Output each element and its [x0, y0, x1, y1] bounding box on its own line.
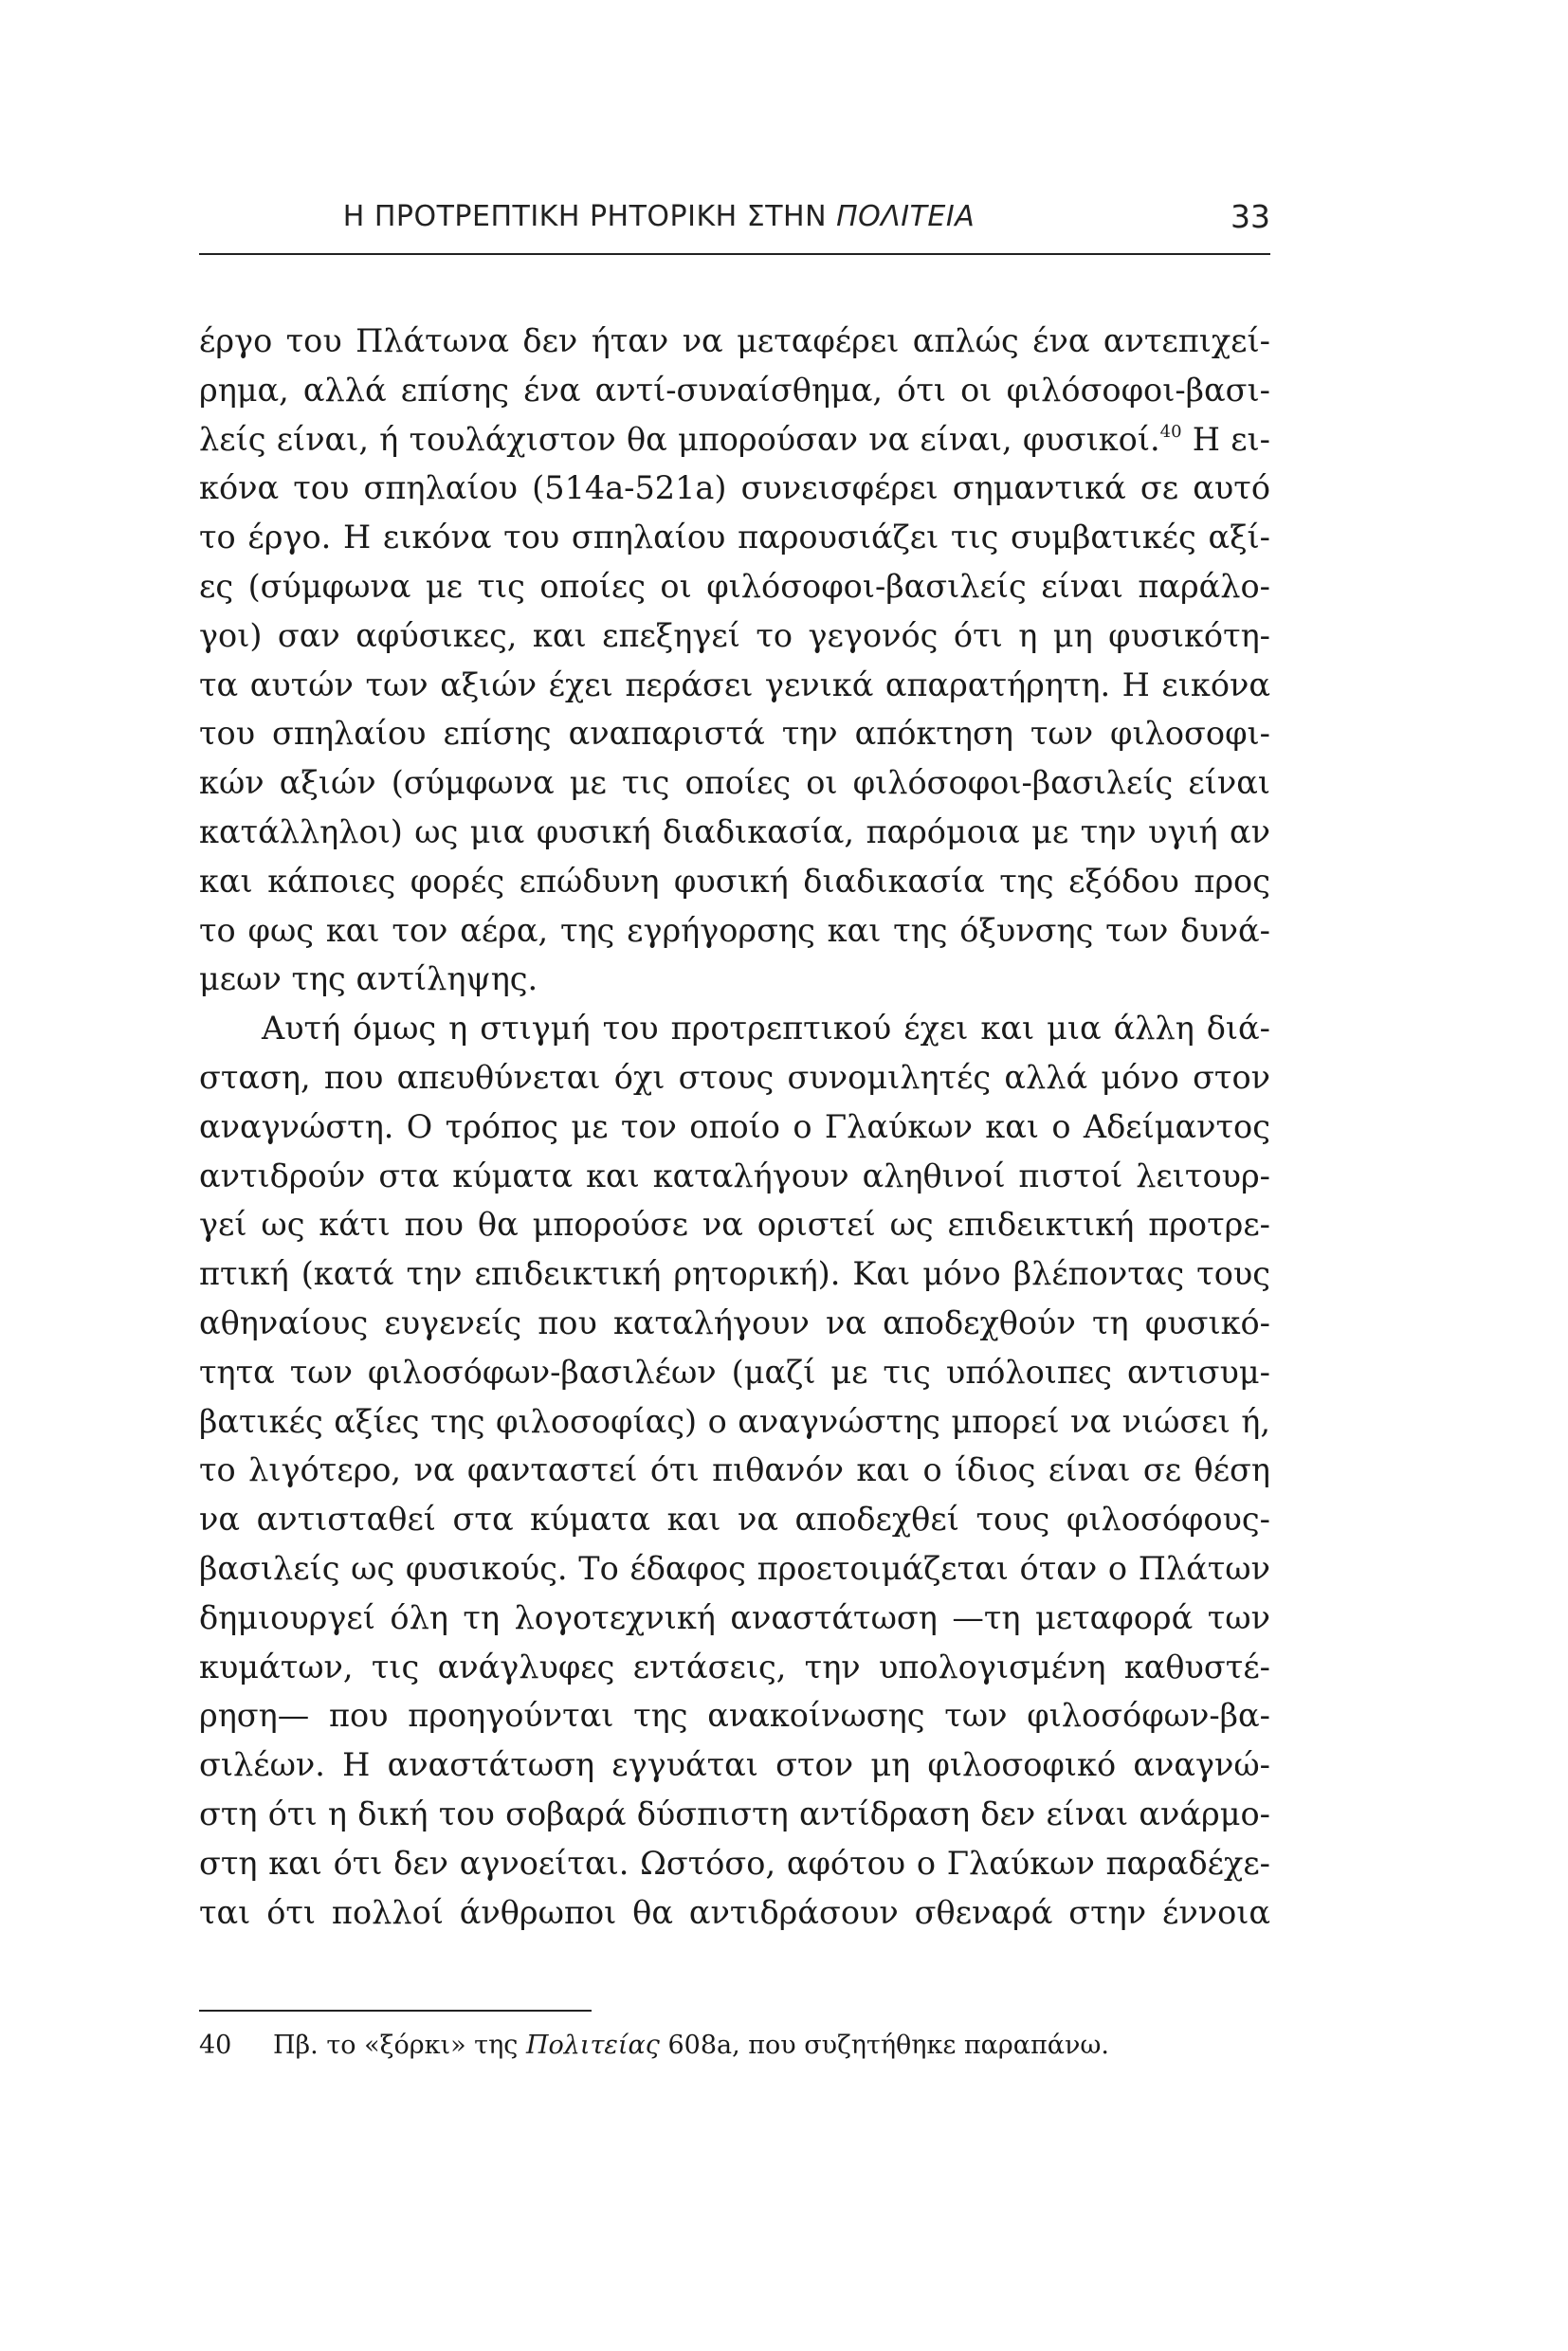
main-text: [199, 317, 1270, 1937]
footnote-text: Πβ. το «ξόρκι» της: [273, 2031, 526, 2060]
text-line: ρημα, αλλά επίσης ένα αντί-συναίσθημα, ότι οι φιλόσοφοι-βασι-: [199, 371, 1270, 409]
text-line: δημιουργεί όλη τη λογοτεχνική αναστάτωση —τη μεταφορά των: [199, 1598, 1270, 1636]
footnote: [199, 2027, 1270, 2065]
text-line: κυμάτων, τις ανάγλυφες εντάσεις, την υπολογισμένη καθυστέ-: [199, 1648, 1270, 1686]
text-line: πτική (κατά την επιδεικτική ρητορική). Και μόνο βλέποντας τους: [199, 1255, 1270, 1293]
text-line: Αυτή όμως η στιγμή του προτρεπτικού έχει και μια άλλη διά-: [262, 1010, 1270, 1048]
text-line: αντιδρούν στα κύματα και καταλήγουν αληθινοί πιστοί λειτουρ-: [199, 1157, 1270, 1194]
text-line: κατάλληλοι) ως μια φυσική διαδικασία, παρόμοια με την υγιή αν: [199, 812, 1270, 850]
text-line: μεων της αντίληψης.: [199, 960, 538, 998]
text-line: του σπηλαίου επίσης αναπαριστά την απόκτηση των φιλοσοφι-: [199, 715, 1270, 753]
text-line: βατικές αξίες της φιλοσοφίας) ο αναγνώστης μπορεί να νιώσει ή,: [199, 1402, 1270, 1440]
text-line: ες (σύμφωνα με τις οποίες οι φιλόσοφοι-βασιλείς είναι παράλο-: [199, 567, 1270, 605]
text-line: να αντισταθεί στα κύματα και να αποδεχθεί τους φιλοσόφους-: [199, 1501, 1270, 1539]
running-header: [199, 194, 1270, 255]
text-line: το λιγότερο, να φανταστεί ότι πιθανόν και ο ίδιος είναι σε θέση: [199, 1451, 1270, 1489]
paragraph: [199, 317, 1270, 1004]
text-line: τητα των φιλοσόφων-βασιλέων (μαζί με τις υπόλοιπες αντισυμ-: [199, 1353, 1270, 1391]
paragraph: [199, 1004, 1270, 1937]
text-line: τα αυτών των αξιών έχει περάσει γενικά απαρατήρητη. Η εικόνα: [199, 665, 1270, 703]
text-line: βασιλείς ως φυσικούς. Το έδαφος προετοιμάζεται όταν ο Πλάτων: [199, 1549, 1270, 1587]
footnote-text-italic: Πολιτείας: [526, 2031, 660, 2060]
footnote-divider: [199, 2010, 592, 2012]
text-line: ρηση— που προηγούνται της ανακοίνωσης των φιλοσόφων-βα-: [199, 1697, 1270, 1735]
text-line: αναγνώστη. Ο τρόπος με τον οποίο ο Γλαύκων και ο Αδείμαντος: [199, 1107, 1270, 1145]
running-title-italic: ΠΟΛΙΤΕΙΑ: [836, 200, 975, 233]
running-title-text: Η ΠΡΟΤΡΕΠΤΙΚΗ ΡΗΤΟΡΙΚΗ ΣΤΗΝ: [342, 200, 837, 233]
text-line: σταση, που απευθύνεται όχι στους συνομιλητές αλλά μόνο στον: [199, 1058, 1270, 1096]
footnote-text-end: 608a, που συζητήθηκε παραπάνω.: [659, 2031, 1109, 2060]
text-line: γεί ως κάτι που θα μπορούσε να οριστεί ως επιδεικτική προτρε-: [199, 1206, 1270, 1244]
text-line: γοι) σαν αφύσικες, και επεξηγεί το γεγονός ότι η μη φυσικότη-: [199, 616, 1270, 654]
text-line: κόνα του σπηλαίου (514a-521a) συνεισφέρει σημαντικά σε αυτό: [199, 469, 1270, 507]
text-line: κών αξιών (σύμφωνα με τις οποίες οι φιλόσοφοι-βασιλείς είναι: [199, 764, 1270, 802]
text-line: το φως και τον αέρα, της εγρήγορσης και της όξυνσης των δυνά-: [199, 911, 1270, 949]
text-line: και κάποιες φορές επώδυνη φυσική διαδικασία της εξόδου προς: [199, 862, 1270, 900]
text-line: ται ότι πολλοί άνθρωποι θα αντιδράσουν σθεναρά στην έννοια: [199, 1893, 1270, 1931]
running-title: [199, 200, 1119, 233]
text-line: στη ότι η δική του σοβαρά δύσπιστη αντίδραση δεν είναι ανάρμο-: [199, 1795, 1270, 1832]
text-line: το έργο. Η εικόνα του σπηλαίου παρουσιάζει τις συμβατικές αξί-: [199, 519, 1270, 556]
text-line: σιλέων. Η αναστάτωση εγγυάται στον μη φιλοσοφικό αναγνώ-: [199, 1746, 1270, 1784]
text-line-segment: λείς είναι, ή τουλάχιστον θα μπορούσαν να είναι, φυσικοί.: [199, 420, 1160, 458]
text-line-segment: Η ει-: [1181, 420, 1271, 458]
footnote-reference[interactable]: 40: [1159, 421, 1182, 442]
text-line: έργο του Πλάτωνα δεν ήταν να μεταφέρει απλώς ένα αντεπιχεί-: [199, 322, 1270, 359]
text-line: στη και ότι δεν αγνοείται. Ωστόσο, αφότου ο Γλαύκων παραδέχε-: [199, 1844, 1270, 1882]
text-line: αθηναίους ευγενείς που καταλήγουν να αποδεχθούν τη φυσικό-: [199, 1303, 1270, 1341]
page-number: 33: [1231, 198, 1270, 235]
footnote-number: 40: [199, 2031, 232, 2060]
text-line-with-footnote: [199, 415, 1270, 465]
